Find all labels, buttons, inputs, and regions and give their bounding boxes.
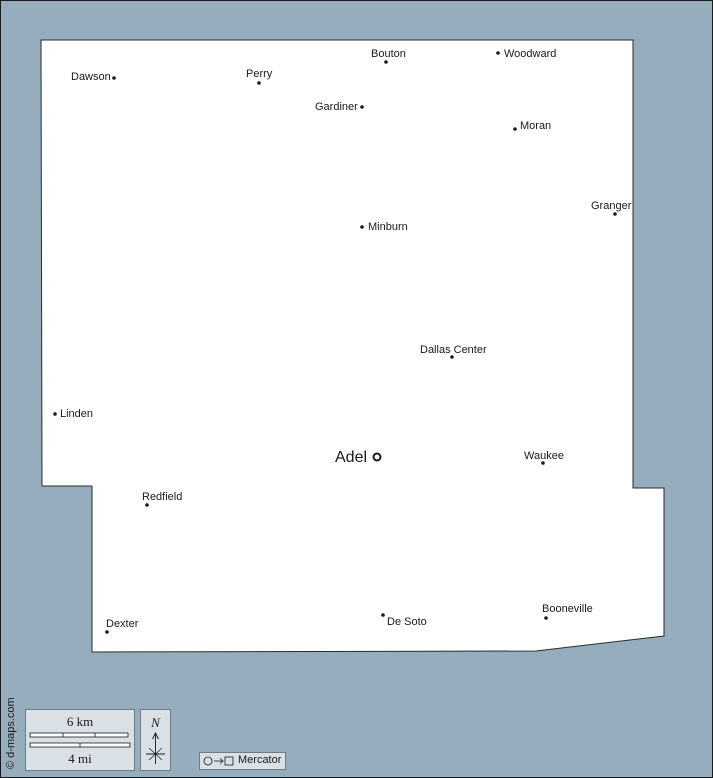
town-dot-minburn	[360, 225, 364, 229]
town-label-booneville: Booneville	[542, 603, 593, 615]
town-dot-woodward	[496, 51, 500, 55]
scale-bar	[25, 709, 135, 771]
town-label-minburn: Minburn	[368, 221, 408, 233]
scale-mi-label: 4 mi	[68, 751, 92, 766]
county-boundary	[41, 40, 664, 652]
town-dot-moran	[513, 127, 517, 131]
county-seat-label: Adel	[335, 449, 368, 466]
town-label-redfield: Redfield	[142, 491, 183, 503]
county-map	[1, 1, 712, 777]
projection-panel	[199, 752, 286, 770]
town-label-granger: Granger	[591, 200, 632, 212]
town-label-dallas-center: Dallas Center	[420, 344, 487, 356]
town-dot-perry	[257, 81, 261, 85]
town-dot-dexter	[105, 630, 109, 634]
town-label-moran: Moran	[520, 120, 552, 132]
town-label-dawson: Dawson	[71, 71, 111, 83]
projection-label: Mercator	[238, 754, 282, 766]
town-label-woodward: Woodward	[504, 48, 557, 60]
compass-rose-icon	[141, 730, 170, 770]
projection-icon	[203, 755, 236, 767]
town-dot-booneville	[544, 616, 548, 620]
town-dot-redfield	[145, 503, 149, 507]
town-dot-dawson	[112, 76, 116, 80]
county-seat-marker	[374, 454, 381, 461]
town-label-linden: Linden	[60, 408, 94, 420]
copyright-credit: © d-maps.com	[5, 697, 17, 769]
town-dot-granger	[613, 212, 617, 216]
town-label-gardiner: Gardiner	[315, 101, 358, 113]
town-label-bouton: Bouton	[371, 48, 406, 60]
scale-km-label: 6 km	[66, 714, 94, 729]
north-arrow-panel	[140, 709, 171, 771]
town-dot-de-soto	[381, 613, 385, 617]
town-dot-linden	[53, 412, 57, 416]
scale-bar-graphic	[26, 730, 134, 750]
town-label-de-soto: De Soto	[387, 616, 427, 628]
town-label-waukee: Waukee	[524, 450, 564, 462]
town-dot-bouton	[384, 60, 388, 64]
north-letter: N	[151, 715, 160, 730]
town-dot-gardiner	[360, 105, 364, 109]
town-label-dexter: Dexter	[106, 618, 139, 630]
town-label-perry: Perry	[246, 68, 273, 80]
